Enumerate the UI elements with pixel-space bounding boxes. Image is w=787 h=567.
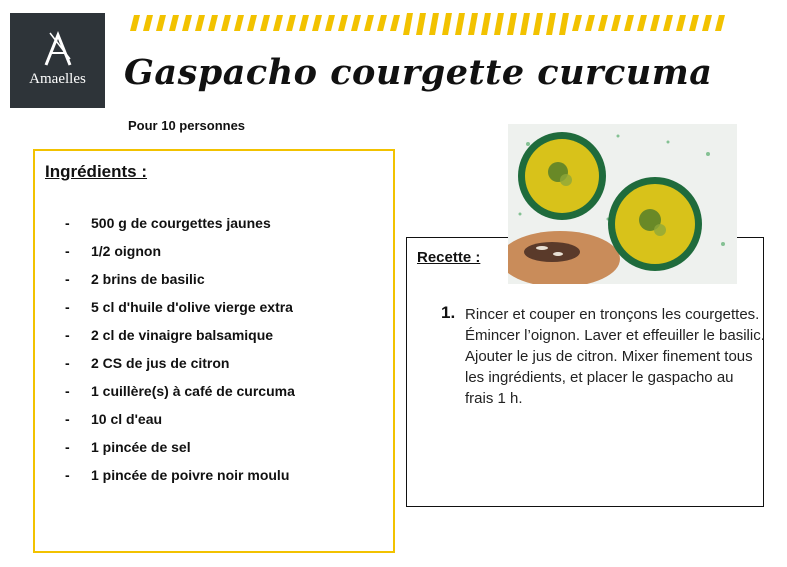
- list-item: - 1/2 oignon: [65, 243, 161, 259]
- stripe-mark: [546, 13, 556, 35]
- stripe-mark: [715, 15, 725, 31]
- stripe-mark: [351, 15, 361, 31]
- brand-logo: [10, 13, 105, 108]
- stripe-mark: [182, 15, 192, 31]
- stripe-mark: [286, 15, 296, 31]
- stripe-mark: [247, 15, 257, 31]
- stripe-mark: [390, 15, 400, 31]
- stripe-mark: [507, 13, 517, 35]
- stripe-mark: [156, 15, 166, 31]
- stripe-mark: [416, 13, 426, 35]
- stripe-mark: [312, 15, 322, 31]
- stripe-mark: [221, 15, 231, 31]
- recipe-title: Gaspacho courgette curcuma: [124, 52, 713, 93]
- stripe-mark: [663, 15, 673, 31]
- stripe-mark: [364, 15, 374, 31]
- stripe-mark: [234, 15, 244, 31]
- stripe-mark: [572, 15, 582, 31]
- stripe-mark: [455, 13, 465, 35]
- stripe-mark: [299, 15, 309, 31]
- stripe-mark: [650, 15, 660, 31]
- stripe-mark: [169, 15, 179, 31]
- stripe-mark: [702, 15, 712, 31]
- stripe-mark: [598, 15, 608, 31]
- list-item: - 2 cl de vinaigre balsamique: [65, 327, 274, 343]
- servings: Pour 10 personnes: [128, 118, 246, 133]
- list-item: - 2 brins de basilic: [65, 271, 205, 287]
- stripe-mark: [429, 13, 439, 35]
- stripe-mark: [377, 15, 387, 31]
- stripe-mark: [325, 15, 335, 31]
- stripe-mark: [624, 15, 634, 31]
- ingredients-panel: [33, 149, 395, 553]
- list-item: - 5 cl d'huile d'olive vierge extra: [65, 299, 293, 315]
- stripe-mark: [338, 15, 348, 31]
- stripe-mark: [403, 13, 413, 35]
- method-heading: Recette :: [417, 249, 481, 266]
- list-item: - 2 CS de jus de citron: [65, 355, 230, 371]
- stripe-mark: [442, 13, 452, 35]
- logo-monogram-icon: [10, 13, 105, 73]
- stripe-mark: [468, 13, 478, 35]
- stripe-mark: [260, 15, 270, 31]
- step-text: Rincer et couper en tronçons les courgettes. Émincer l’oignon. Laver et effeuiller le basilic. Ajouter le jus de citron. Mixer finement tous les ingrédients, et placer le gaspacho au frais 1 h.: [465, 306, 765, 407]
- stripe-mark: [494, 13, 504, 35]
- list-item: - 1 pincée de poivre noir moulu: [65, 467, 290, 483]
- stripe-mark: [689, 15, 699, 31]
- list-item: - 10 cl d'eau: [65, 411, 163, 427]
- step-number: 1.: [441, 303, 456, 322]
- ingredients-heading: Ingrédients :: [45, 162, 148, 181]
- list-item: - 1 cuillère(s) à café de curcuma: [65, 383, 295, 399]
- stripe-mark: [520, 13, 530, 35]
- ingredients-list: [65, 213, 295, 493]
- list-item: - 1 pincée de sel: [65, 439, 191, 455]
- list-item: - 500 g de courgettes jaunes: [65, 215, 271, 231]
- stripe-mark: [637, 15, 647, 31]
- stripe-mark: [676, 15, 686, 31]
- stripe-mark: [533, 13, 543, 35]
- stripe-mark: [585, 15, 595, 31]
- stripe-mark: [559, 13, 569, 35]
- stripe-mark: [208, 15, 218, 31]
- stripe-mark: [130, 15, 140, 31]
- stripe-mark: [611, 15, 621, 31]
- stripe-mark: [195, 15, 205, 31]
- stripe-mark: [143, 15, 153, 31]
- decorative-stripe: [130, 13, 740, 37]
- gaspacho-photo: [508, 124, 737, 284]
- stripe-mark: [481, 13, 491, 35]
- gaspacho-bowls-icon: [508, 124, 737, 284]
- brand-name: Amaelles: [29, 71, 86, 87]
- stripe-mark: [273, 15, 283, 31]
